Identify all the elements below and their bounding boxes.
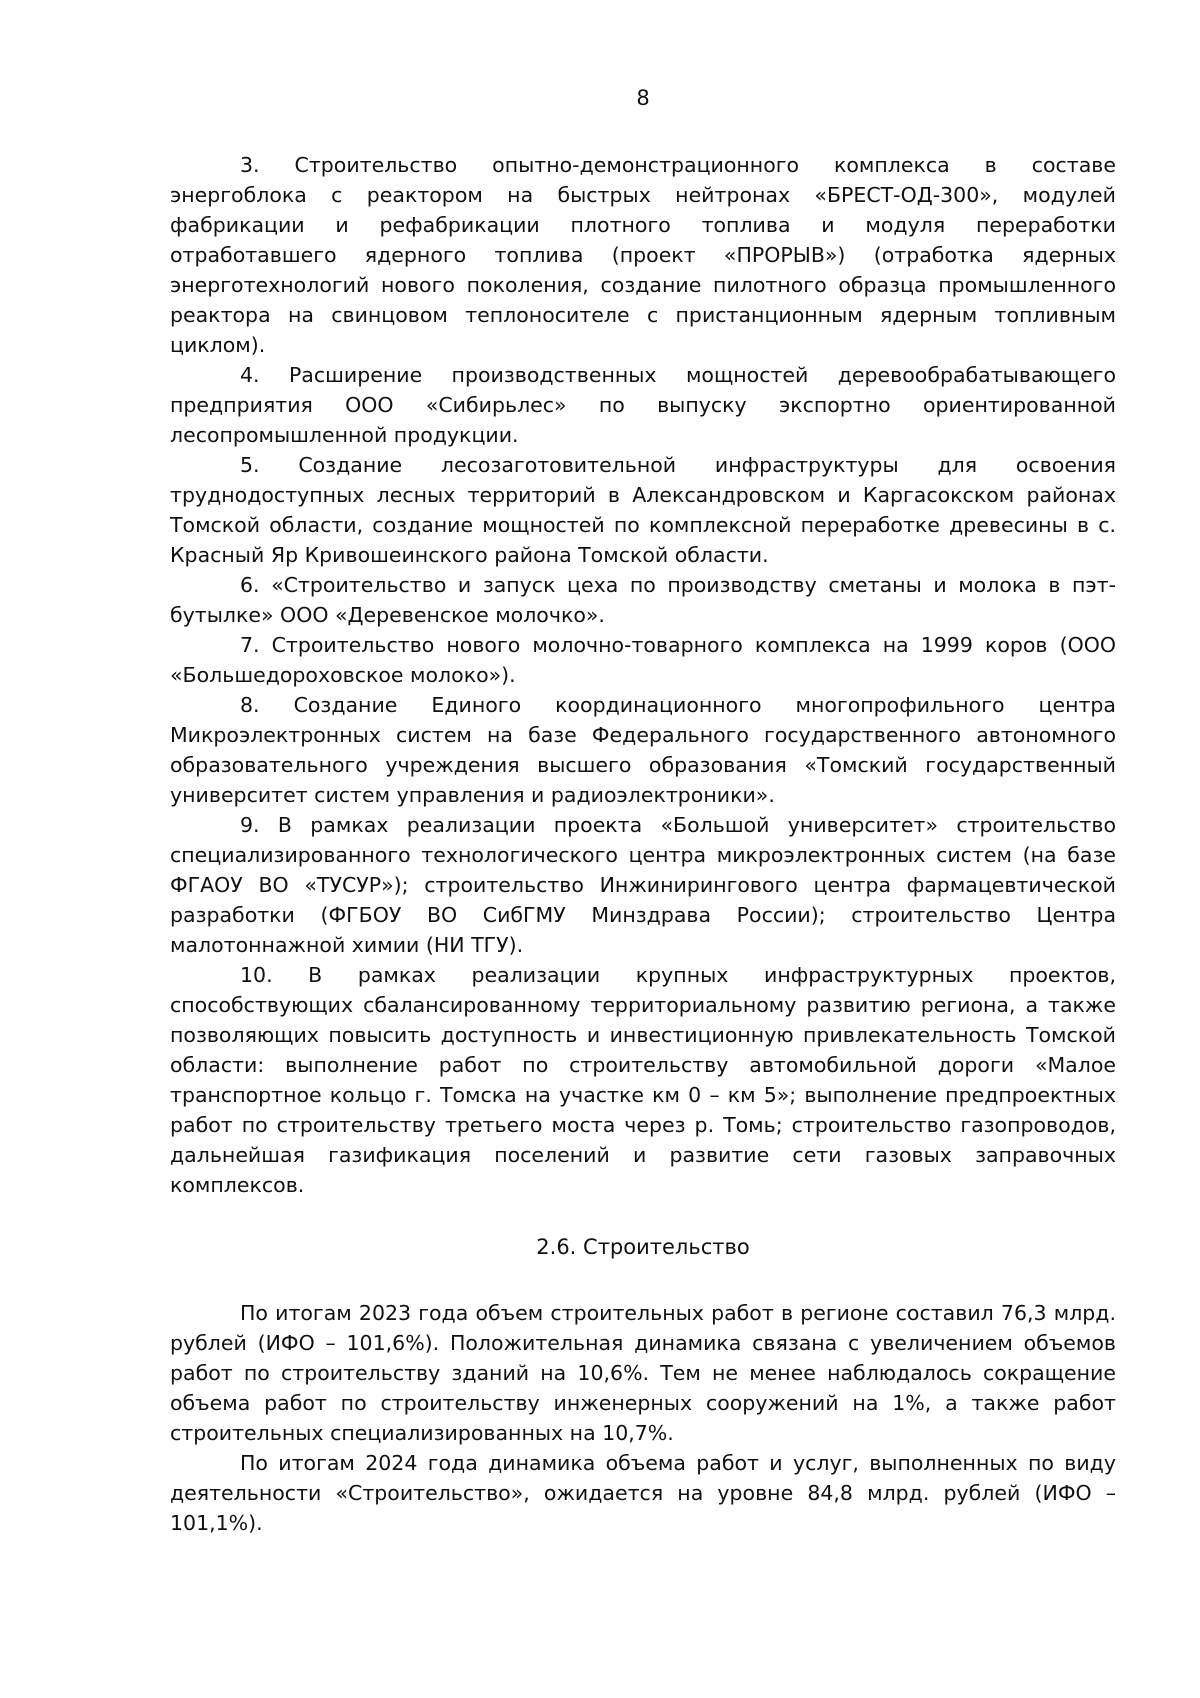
list-item: 10. В рамках реализации крупных инфраструктурных проектов, способствующих сбалансированному территориальному развитию региона, а также позволяющих повысить доступность и инвестиционную привлекательность Томской области: выполнение работ по строительству автомобильной дороги «Малое транспортное кольцо г. Томска на участке км 0 – км 5»; выполнение предпроектных работ по строительству третьего моста через р. Томь; строительство газопроводов, дальнейшая газификация поселений и развитие сети газовых заправочных комплексов.	[170, 963, 1116, 1197]
list-item: 4. Расширение производственных мощностей деревообрабатывающего предприятия ООО «Сибирьлес» по выпуску экспортно ориентированной лесопромышленной продукции.	[170, 363, 1116, 447]
section-heading: 2.6. Строительство	[536, 1235, 750, 1259]
list-item: 3. Строительство опытно-демонстрационного комплекса в составе энергоблока с реактором на быстрых нейтронах «БРЕСТ-ОД-300», модулей фабрикации и рефабрикации плотного топлива и модуля переработки отработавшего ядерного топлива (проект «ПРОРЫВ») (отработка ядерных энерготехнологий нового поколения, создание пилотного образца промышленного реактора на свинцовом теплоносителе с пристанционным ядерным топливным циклом).	[170, 153, 1116, 357]
list-item: 8. Создание Единого координационного многопрофильного центра Микроэлектронных систем на базе Федерального государственного автономного образовательного учреждения высшего образования «Томский государственный университет систем управления и радиоэлектроники».	[170, 693, 1116, 807]
list-item: 6. «Строительство и запуск цеха по производству сметаны и молока в пэт-бутылке» ООО «Деревенское молочко».	[170, 573, 1116, 627]
section-paragraph: По итогам 2023 года объем строительных работ в регионе составил 76,3 млрд. рублей (ИФО – 101,6%). Положительная динамика связана с увеличением объемов работ по строительству зданий на 10,6%. Тем не менее наблюдалось сокращение объема работ по строительству инженерных сооружений на 1%, а также работ строительных специализированных на 10,7%.	[170, 1301, 1116, 1445]
list-item: 7. Строительство нового молочно-товарного комплекса на 1999 коров (ООО «Большедороховское молоко»).	[170, 633, 1116, 687]
page-number: 8	[636, 86, 650, 110]
list-item: 5. Создание лесозаготовительной инфраструктуры для освоения труднодоступных лесных территорий в Александровском и Каргасокском районах Томской области, создание мощностей по комплексной переработке древесины в с. Красный Яр Кривошеинского района Томской области.	[170, 453, 1116, 567]
section-paragraph: По итогам 2024 года динамика объема работ и услуг, выполненных по виду деятельности «Строительство», ожидается на уровне 84,8 млрд. рублей (ИФО – 101,1%).	[170, 1451, 1116, 1535]
list-item: 9. В рамках реализации проекта «Большой университет» строительство специализированного технологического центра микроэлектронных систем (на базе ФГАОУ ВО «ТУСУР»); строительство Инжинирингового центра фармацевтической разработки (ФГБОУ ВО СибГМУ Минздрава России); строительство Центра малотоннажной химии (НИ ТГУ).	[170, 813, 1116, 957]
section-body	[170, 1298, 1116, 1538]
project-list	[170, 150, 1116, 1200]
